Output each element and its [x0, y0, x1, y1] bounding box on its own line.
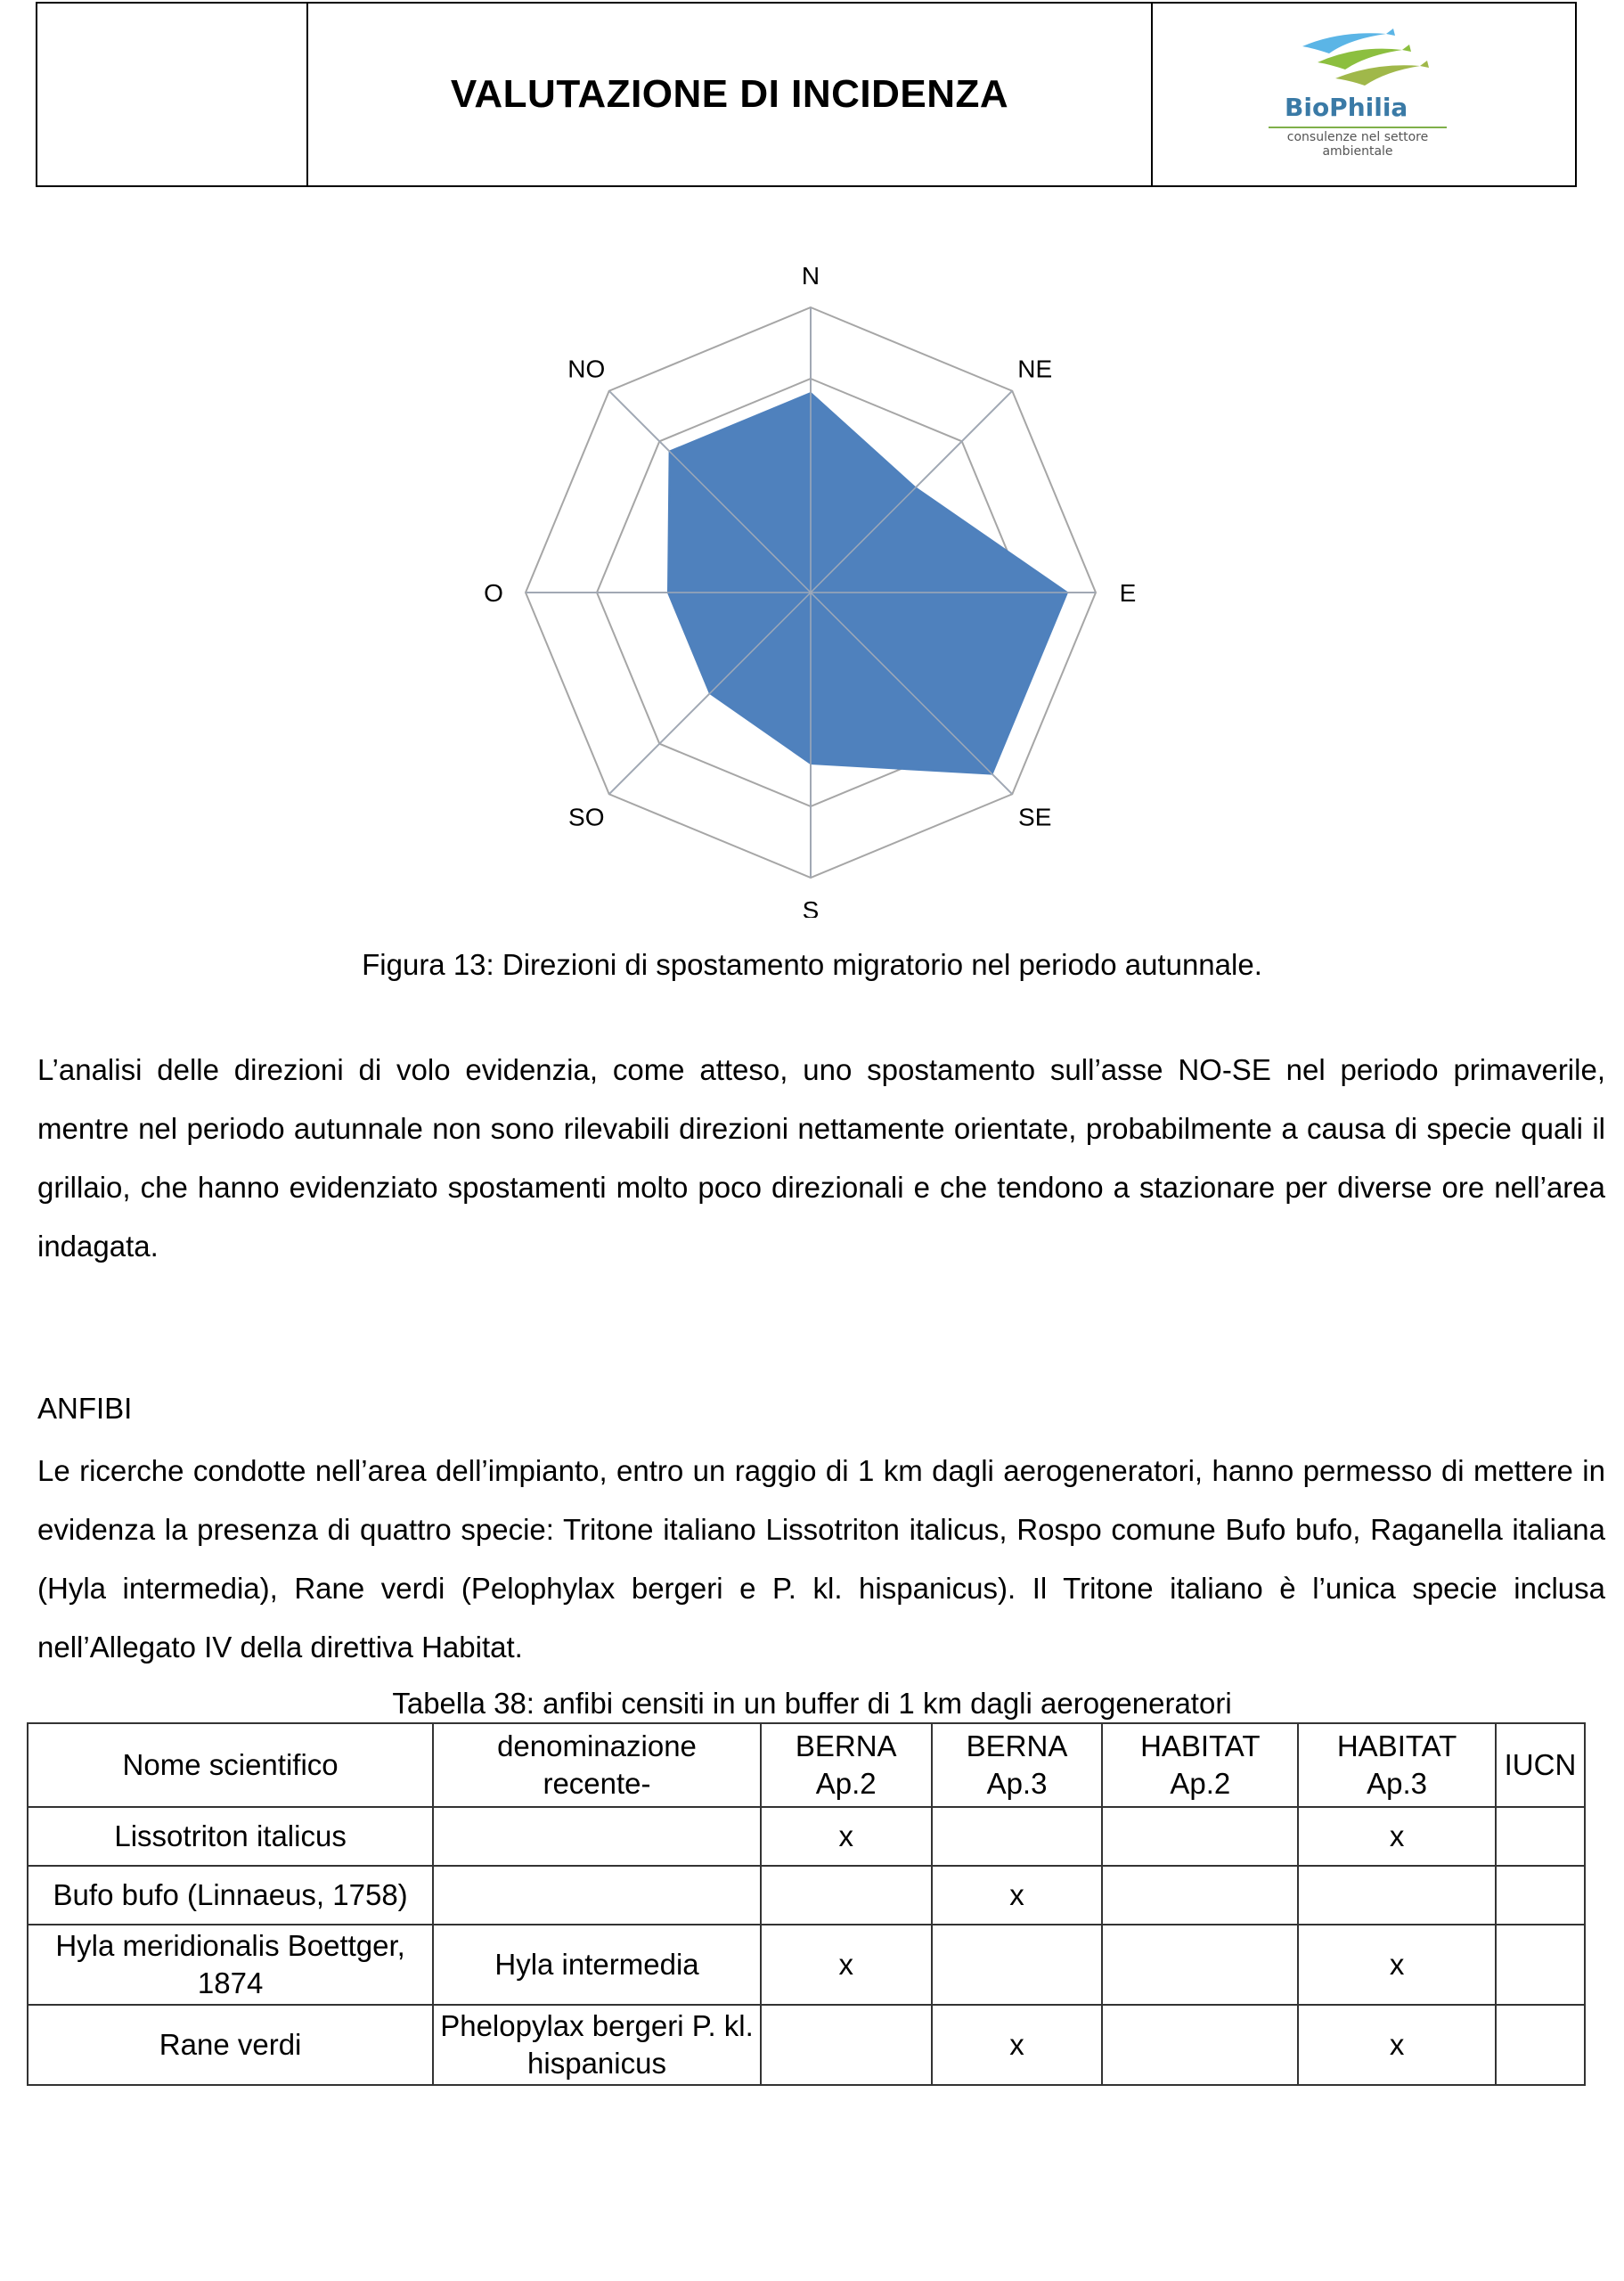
table-row	[28, 1807, 1585, 1866]
radar-axis-label: NE	[1017, 355, 1053, 383]
table-row	[28, 2005, 1585, 2085]
table-cell	[1496, 1807, 1585, 1866]
table-cell	[932, 1807, 1103, 1866]
document-header	[36, 2, 1577, 187]
table-header-row	[28, 1723, 1585, 1807]
radar-axis-label: SO	[568, 803, 605, 831]
radar-series-area	[668, 393, 1067, 774]
table-header-cell: BERNA Ap.2	[761, 1723, 932, 1807]
table-cell: x	[1298, 1925, 1496, 2005]
logo-divider	[1269, 127, 1447, 128]
radar-series	[526, 307, 1096, 878]
table-cell	[761, 1866, 932, 1925]
body-paragraph: L’analisi delle direzioni di volo evidenzia, come atteso, uno spostamento sull’asse NO-SE nel periodo primaverile, mentre nel periodo autunnale non sono rilevabili direzioni nettamente orientate, probabilmente a causa di specie quali il grillaio, che hanno evidenziato spostamenti molto poco direzionali e che tendono a stazionare per diverse ore nell’area indagata.	[37, 1053, 1605, 1263]
table-header-cell: Nome scientifico	[28, 1723, 433, 1807]
radar-axis-label: O	[484, 579, 503, 607]
table-header-cell: HABITAT Ap.2	[1102, 1723, 1298, 1807]
table-cell	[1496, 2005, 1585, 2085]
table-header-cell: IUCN	[1496, 1723, 1585, 1807]
header-left-cell	[37, 4, 308, 185]
table-cell: Phelopylax bergeri P. kl. hispanicus	[433, 2005, 761, 2085]
table-cell	[761, 2005, 932, 2085]
biophilia-logo-icon	[1153, 4, 1579, 93]
table-header-cell: denominazione recente-	[433, 1723, 761, 1807]
header-title-cell	[308, 4, 1153, 185]
table-cell: x	[932, 1866, 1103, 1925]
table-cell	[1496, 1866, 1585, 1925]
table-cell: x	[761, 1925, 932, 2005]
document-title: VALUTAZIONE DI INCIDENZA	[450, 72, 1009, 116]
header-logo-cell	[1153, 4, 1575, 185]
table-cell	[433, 1807, 761, 1866]
table-cell	[1102, 1925, 1298, 2005]
section-paragraph: Le ricerche condotte nell’area dell’impianto, entro un raggio di 1 km dagli aerogeneratori, hanno permesso di mettere in evidenza la presenza di quattro specie: Tritone italiano Lissotriton italicus, Rospo comune Bufo bufo, Raganella italiana (Hyla intermedia), Rane verdi (Pelophylax bergeri e P. kl. hispanicus). Il Tritone italiano è l’unica specie inclusa nell’Allegato IV della direttiva Habitat.	[37, 1454, 1605, 1664]
radar-chart	[445, 241, 1176, 918]
table-cell: Bufo bufo (Linnaeus, 1758)	[28, 1866, 433, 1925]
logo-subtitle: consulenze nel settore ambientale	[1286, 130, 1429, 159]
radar-axis-label: S	[802, 896, 820, 918]
table-header-cell: BERNA Ap.3	[932, 1723, 1103, 1807]
table-cell	[1102, 1807, 1298, 1866]
species-table	[27, 1722, 1586, 2086]
table-cell	[932, 1925, 1103, 2005]
table-cell	[1102, 1866, 1298, 1925]
table-cell: x	[932, 2005, 1103, 2085]
table-cell: x	[1298, 1807, 1496, 1866]
table-cell	[1496, 1925, 1585, 2005]
table-cell: x	[761, 1807, 932, 1866]
radar-axis-label: NO	[567, 355, 606, 383]
table-cell	[433, 1866, 761, 1925]
table-cell	[1298, 1866, 1496, 1925]
table-header-cell: HABITAT Ap.3	[1298, 1723, 1496, 1807]
radar-axis-label: E	[1119, 579, 1137, 607]
table-row	[28, 1925, 1585, 2005]
table-cell: Lissotriton italicus	[28, 1807, 433, 1866]
table-row	[28, 1866, 1585, 1925]
table-cell: Hyla intermedia	[433, 1925, 761, 2005]
section-heading: ANFIBI	[37, 1392, 133, 1425]
table-caption: Tabella 38: anfibi censiti in un buffer di 1 km dagli aerogeneratori	[392, 1687, 1232, 1720]
table-cell: Hyla meridionalis Boettger, 1874	[28, 1925, 433, 2005]
radar-axis-label: SE	[1018, 803, 1052, 831]
logo-name: BioPhilia	[1285, 93, 1408, 122]
table-cell: x	[1298, 2005, 1496, 2085]
radar-axis-label: N	[801, 262, 820, 290]
table-cell	[1102, 2005, 1298, 2085]
figure-caption: Figura 13: Direzioni di spostamento migratorio nel periodo autunnale.	[362, 948, 1262, 981]
table-cell: Rane verdi	[28, 2005, 433, 2085]
